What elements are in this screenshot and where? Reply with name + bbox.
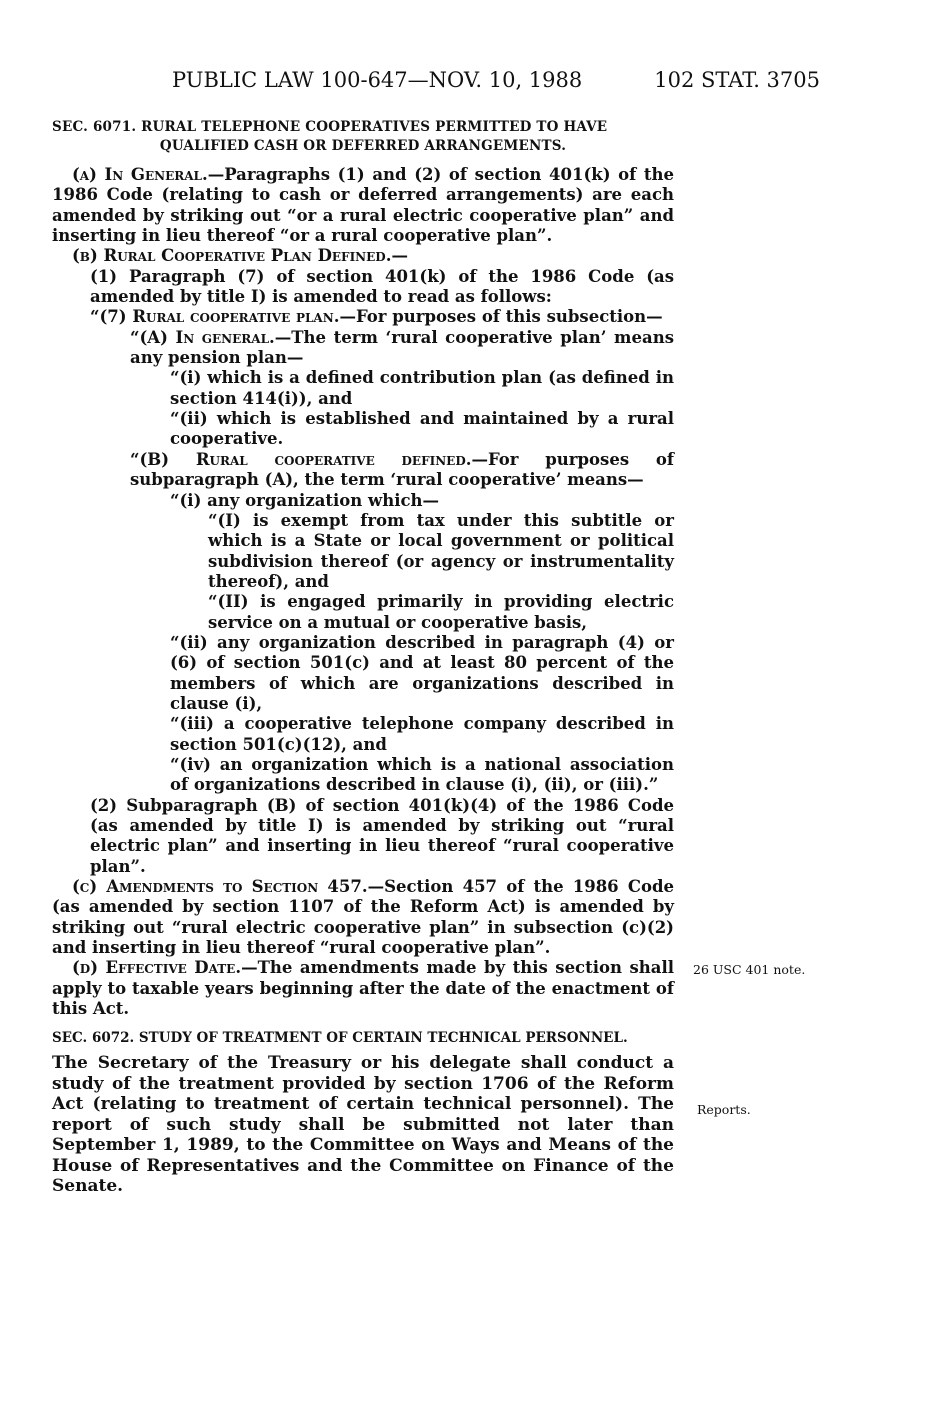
subparagraph-A — [52, 328, 674, 369]
subsection-d-text: —The amendments made by this section shall apply to taxable years beginning after the date of the enactment of this Act. — [52, 958, 674, 1019]
margin-note-reports: Reports. — [697, 1102, 751, 1117]
subparagraph-B — [52, 450, 674, 491]
clause-A-i: “(i) which is a defined contribution plan (as defined in section 414(i)), and — [170, 368, 674, 408]
paragraph-b1-text: (1) Paragraph (7) of section 401(k) of the 1986 Code (as amended by title I) is amended to read as follows: — [90, 266, 674, 307]
subsection-a-label: (a) In General. — [72, 165, 208, 184]
subsection-c — [52, 877, 674, 958]
subsection-c-label: (c) Amendments to Section 457. — [72, 877, 368, 897]
subsection-d-label: (d) Effective Date. — [72, 958, 242, 978]
subclause-B-i-I: “(I) is exempt from tax under this subtitle or which is a State or local government or political subdivision thereof (or agency or instrumentality thereof), and — [208, 510, 674, 591]
clause-B-i: “(i) any organization which— — [170, 490, 440, 510]
section-6071-heading — [52, 118, 674, 156]
paragraph-7 — [52, 307, 674, 327]
clause-A-ii: “(ii) which is established and maintained by a rural cooperative. — [170, 409, 674, 449]
subparagraph-B-text: —For purposes of subparagraph (A), the term ‘rural cooperative’ means— — [130, 449, 674, 490]
subsection-c-text: —Section 457 of the 1986 Code (as amended by section 1107 of the Reform Act) is amended by striking out “rural electric cooperative plan” in subsection (c)(2) and inserting in lieu thereof “rural cooperative plan”. — [52, 877, 675, 958]
header-title: PUBLIC LAW 100-647—NOV. 10, 1988 — [172, 68, 583, 92]
subsection-b-heading — [52, 246, 674, 266]
clause-B-iii: “(iii) a cooperative telephone company described in section 501(c)(12), and — [170, 714, 674, 754]
paragraph-7-text: —For purposes of this subsection— — [339, 307, 663, 327]
paragraph-b2: (2) Subparagraph (B) of section 401(k)(4) of the 1986 Code (as amended by title I) is amended by striking out “rural electric plan” and inserting in lieu thereof “rural cooperative plan”. — [90, 795, 674, 876]
subsection-a-text: —Paragraphs (1) and (2) of section 401(k) of the 1986 Code (relating to cash or deferred arrangements) are each amended by striking out “or a rural electric cooperative plan” and inserting in lieu thereof “or a rural cooperative plan”. — [52, 165, 674, 246]
section-6071-body — [52, 165, 674, 1019]
section-6072-heading: SEC. 6072. STUDY OF TREATMENT OF CERTAIN TECHNICAL PERSONNEL. — [52, 1030, 628, 1046]
paragraph-b1 — [52, 267, 674, 308]
clause-B-ii: “(ii) any organization described in paragraph (4) or (6) of section 501(c) and at least 80 percent of the members of which are organizations described in clause (i), — [170, 632, 674, 713]
section-6071-heading-line2: QUALIFIED CASH OR DEFERRED ARRANGEMENTS. — [159, 138, 567, 154]
subparagraph-B-label: “(B) Rural cooperative defined. — [130, 449, 472, 469]
subclause-B-i-II: “(II) is engaged primarily in providing electric service on a mutual or cooperative basis, — [208, 592, 674, 632]
subparagraph-A-text: —The term ‘rural cooperative plan’ means any pension plan— — [130, 327, 674, 368]
subsection-b-label: (b) Rural Cooperative Plan Defined. — [72, 246, 392, 266]
header-stat-page: 102 STAT. 3705 — [654, 68, 820, 92]
paragraph-7-label: “(7) Rural cooperative plan. — [90, 307, 340, 327]
subsection-b-dash: — — [391, 246, 408, 266]
subsection-a — [52, 165, 674, 246]
margin-note-usc: 26 USC 401 note. — [693, 962, 806, 977]
subsection-d — [52, 958, 674, 1019]
subparagraph-A-label: “(A) In general. — [130, 327, 275, 347]
running-header — [50, 68, 820, 98]
section-6072-body — [52, 1053, 674, 1197]
section-6072-text: The Secretary of the Treasury or his delegate shall conduct a study of the treatment provided by section 1706 of the Reform Act (relating to treatment of certain technical personnel). The report of such study shall be submitted not later than September 1, 1989, to the Committee on Ways and Means of the House of Representatives and the Committee on Finance of the Senate. — [52, 1053, 674, 1196]
section-6071-heading-line1: SEC. 6071. RURAL TELEPHONE COOPERATIVES PERMITTED TO HAVE — [52, 119, 608, 135]
clause-B-iv: “(iv) an organization which is a national association of organizations described in clause (i), (ii), or (iii).” — [170, 754, 674, 795]
